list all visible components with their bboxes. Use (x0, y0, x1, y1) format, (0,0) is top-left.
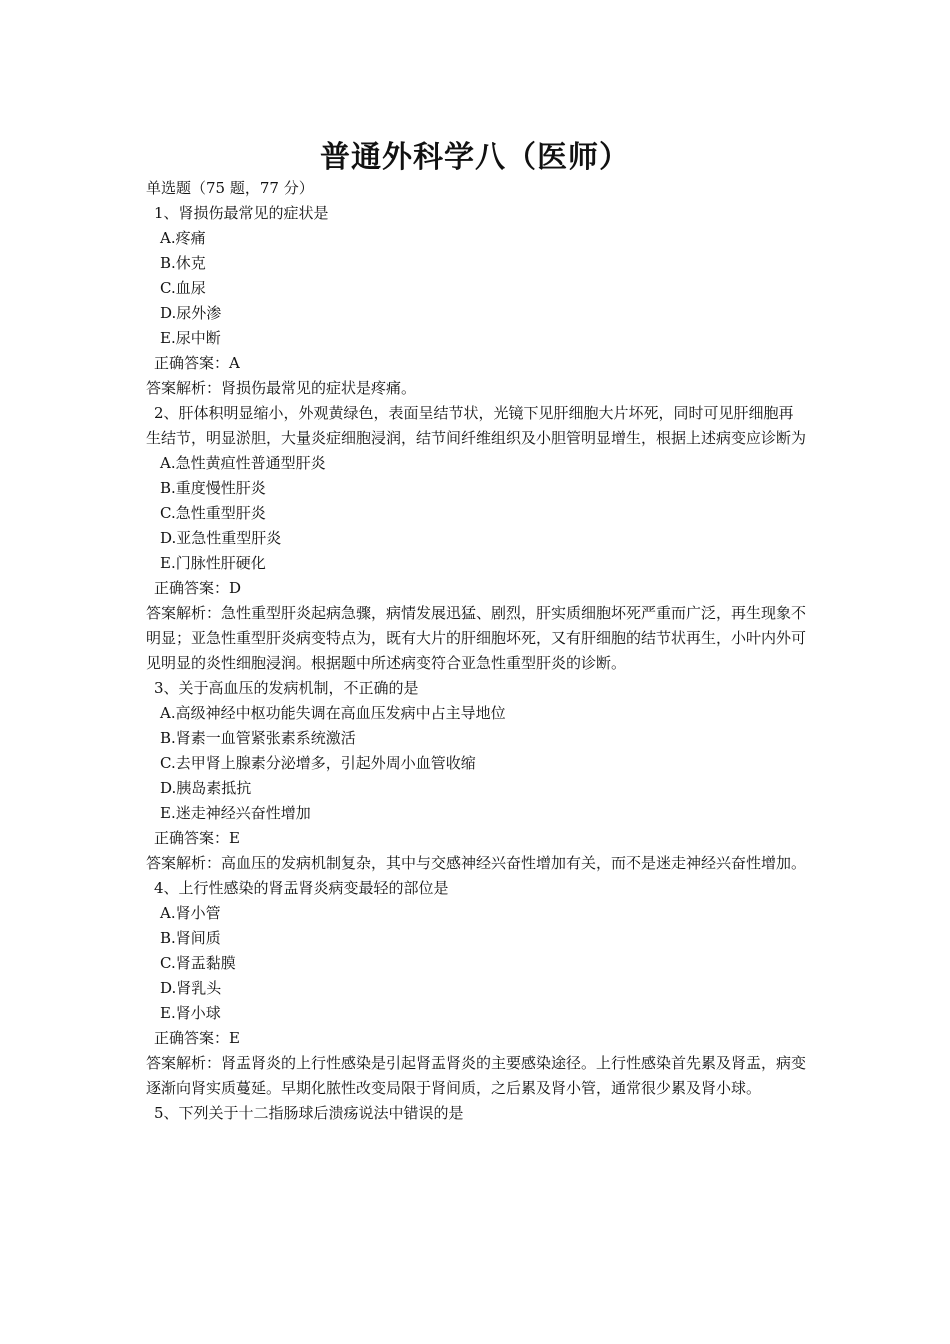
option-e: E.门脉性肝硬化 (160, 554, 266, 572)
document-title: 普通外科学八（医师） (320, 140, 630, 175)
answer-explanation: 答案解析：肾盂肾炎的上行性感染是引起肾盂肾炎的主要感染途径。上行性感染首先累及肾盂，病变逐渐向肾实质蔓延。早期化脓性改变局限于肾间质，之后累及肾小管，通常很少累及肾小球。 (146, 1054, 807, 1097)
option-e: E.迷走神经兴奋性增加 (160, 804, 311, 822)
correct-answer: 正确答案：D (154, 579, 242, 597)
option-a: A.急性黄疸性普通型肝炎 (160, 454, 326, 472)
section-header: 单选题（75 题，77 分） (146, 179, 314, 197)
option-b: B.重度慢性肝炎 (160, 479, 266, 497)
question-1 (146, 201, 808, 401)
correct-answer: 正确答案：A (154, 354, 240, 372)
question-3 (146, 676, 808, 876)
question-stem: 3、关于高血压的发病机制，不正确的是 (154, 679, 419, 697)
option-b: B.肾素一血管紧张素系统激活 (160, 729, 356, 747)
question-stem: 2、肝体积明显缩小，外观黄绿色，表面呈结节状，光镜下见肝细胞大片坏死，同时可见肝细胞再生结节，明显淤胆，大量炎症细胞浸润，结节间纤维组织及小胆管明显增生，根据上述病变应诊断为 (146, 404, 807, 447)
correct-answer: 正确答案：E (154, 829, 240, 847)
question-stem: 4、上行性感染的肾盂肾炎病变最轻的部位是 (154, 879, 449, 897)
option-d: D.亚急性重型肝炎 (160, 529, 282, 547)
question-stem: 1、肾损伤最常见的症状是 (154, 204, 329, 222)
question-5 (146, 1101, 808, 1126)
option-c: C.急性重型肝炎 (160, 504, 266, 522)
option-e: E.尿中断 (160, 329, 221, 347)
answer-explanation: 答案解析：急性重型肝炎起病急骤，病情发展迅猛、剧烈，肝实质细胞坏死严重而广泛，再生现象不明显；亚急性重型肝炎病变特点为，既有大片的肝细胞坏死，又有肝细胞的结节状再生，小叶内外可见明显的炎性细胞浸润。根据题中所述病变符合亚急性重型肝炎的诊断。 (146, 604, 807, 672)
option-b: B.肾间质 (160, 929, 221, 947)
option-d: D.肾乳头 (160, 979, 222, 997)
option-a: A.疼痛 (160, 229, 206, 247)
answer-explanation: 答案解析：肾损伤最常见的症状是疼痛。 (146, 379, 417, 397)
option-c: C.血尿 (160, 279, 206, 297)
option-b: B.休克 (160, 254, 206, 272)
question-4 (146, 876, 808, 1101)
answer-explanation: 答案解析：高血压的发病机制复杂，其中与交感神经兴奋性增加有关，而不是迷走神经兴奋性增加。 (146, 854, 807, 872)
document-content (146, 176, 808, 1126)
option-d: D.胰岛素抵抗 (160, 779, 252, 797)
option-c: C.去甲肾上腺素分泌增多，引起外周小血管收缩 (160, 754, 476, 772)
option-c: C.肾盂黏膜 (160, 954, 236, 972)
question-2 (146, 401, 808, 676)
option-a: A.肾小管 (160, 904, 221, 922)
option-e: E.肾小球 (160, 1004, 221, 1022)
option-d: D.尿外渗 (160, 304, 222, 322)
correct-answer: 正确答案：E (154, 1029, 240, 1047)
question-stem: 5、下列关于十二指肠球后溃疡说法中错误的是 (154, 1104, 464, 1122)
option-a: A.高级神经中枢功能失调在高血压发病中占主导地位 (160, 704, 506, 722)
